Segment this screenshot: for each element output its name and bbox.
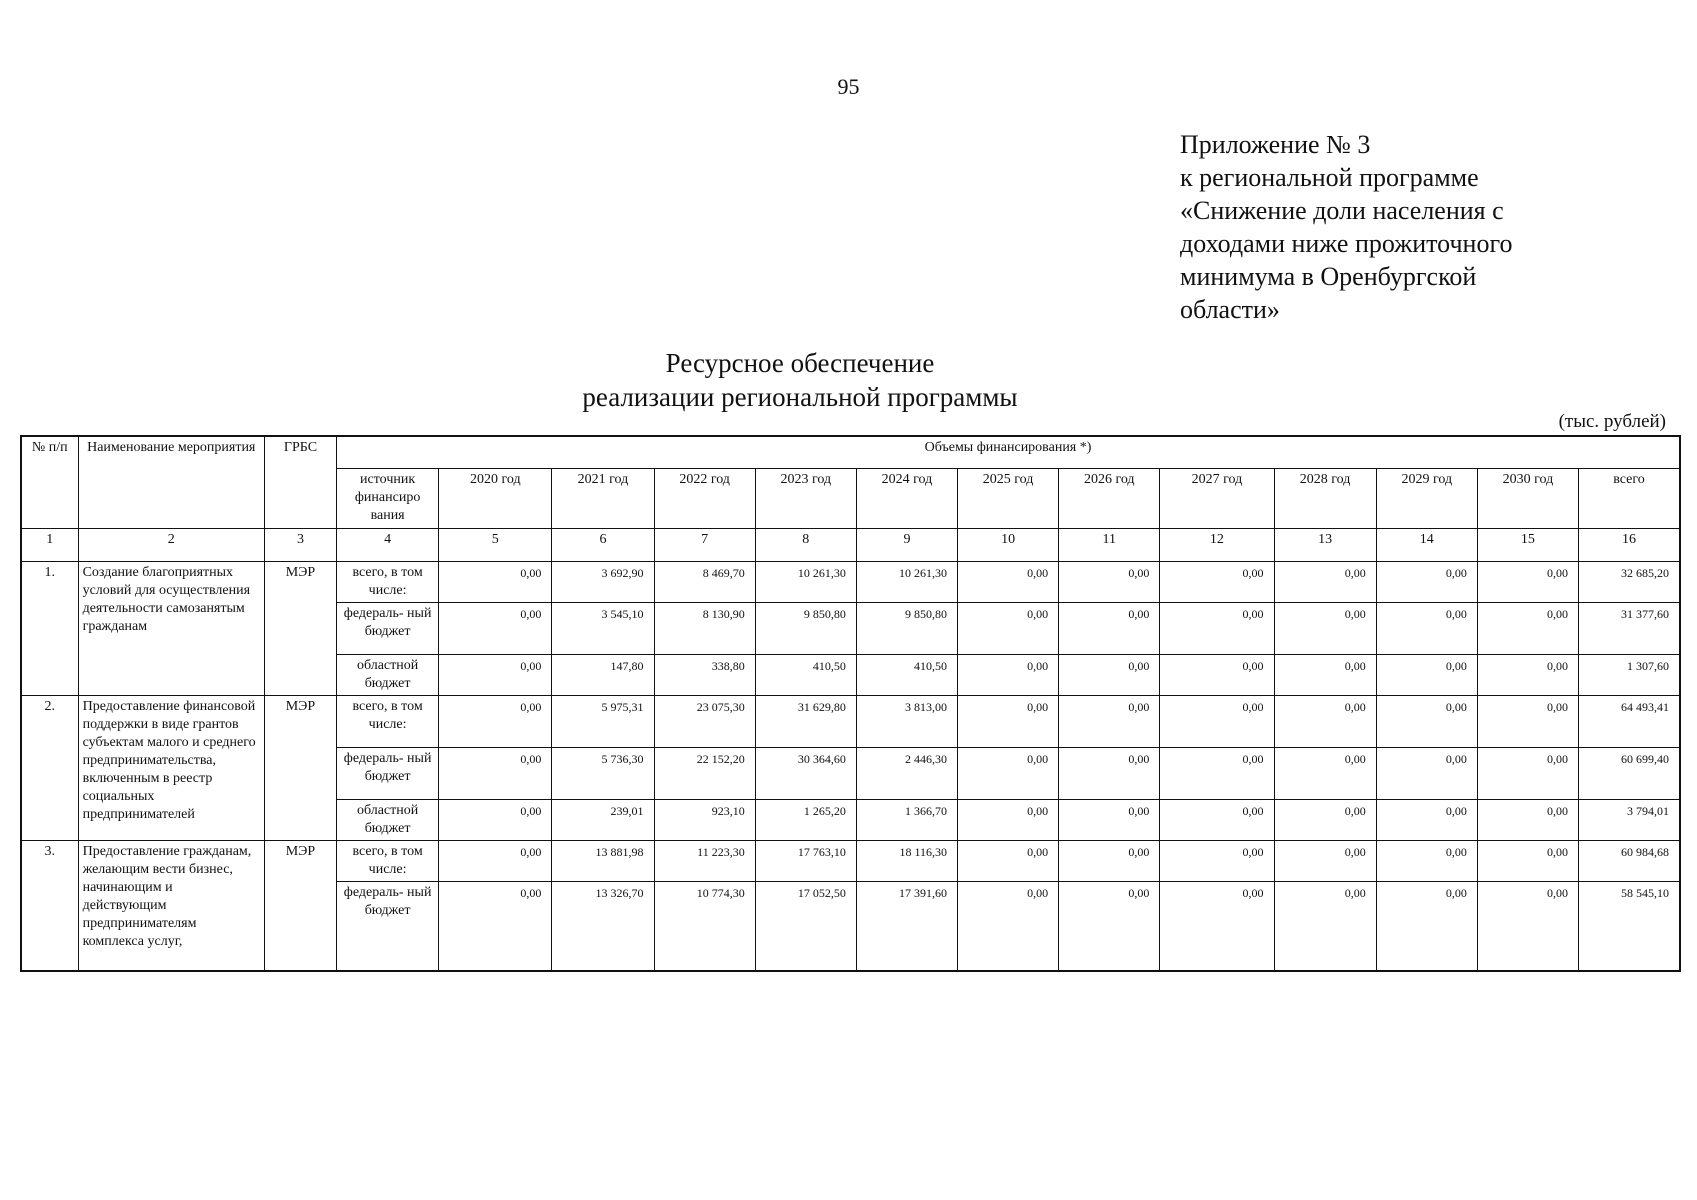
appendix-line: к региональной программе (1180, 163, 1479, 192)
table-row (21, 840, 1680, 881)
activity-name: Предоставление гражданам, желающим вести бизнес, начинающим и действующим предпринимателям комплекса услуг, (78, 840, 264, 971)
year-value: 0,00 (958, 695, 1059, 747)
year-value: 22 152,20 (654, 747, 755, 799)
year-value: 0,00 (1376, 881, 1477, 971)
year-value: 8 469,70 (654, 561, 755, 602)
year-value: 0,00 (1376, 654, 1477, 695)
activity-name: Предоставление финансовой поддержки в виде грантов субъектам малого и среднего предпринимательства, включенным в реестр социальных предпринимателей (78, 695, 264, 840)
year-value: 0,00 (1059, 747, 1160, 799)
year-value: 0,00 (439, 840, 552, 881)
year-value: 10 261,30 (755, 561, 856, 602)
header-year: 2022 год (654, 468, 755, 528)
appendix-line: Приложение № 3 (1180, 130, 1371, 159)
title-line: Ресурсное обеспечение (665, 348, 935, 378)
index-cell: 11 (1059, 528, 1160, 561)
index-cell: 3 (264, 528, 336, 561)
year-value: 2 446,30 (856, 747, 957, 799)
year-value: 0,00 (958, 654, 1059, 695)
header-year: всего (1579, 468, 1681, 528)
funding-source: всего, в том числе: (337, 561, 439, 602)
year-value: 410,50 (856, 654, 957, 695)
year-value: 0,00 (1477, 695, 1578, 747)
year-value: 0,00 (1160, 654, 1274, 695)
total-value: 58 545,10 (1579, 881, 1681, 971)
total-value: 31 377,60 (1579, 602, 1681, 654)
year-value: 0,00 (1477, 881, 1578, 971)
appendix-line: минимума в Оренбургской (1180, 262, 1477, 291)
year-value: 0,00 (1376, 840, 1477, 881)
year-value: 0,00 (1274, 561, 1376, 602)
funding-source: областной бюджет (337, 654, 439, 695)
year-value: 13 326,70 (552, 881, 654, 971)
index-cell: 13 (1274, 528, 1376, 561)
header-year: 2026 год (1059, 468, 1160, 528)
year-value: 0,00 (1274, 881, 1376, 971)
year-value: 0,00 (439, 881, 552, 971)
year-value: 0,00 (1059, 840, 1160, 881)
index-cell: 12 (1160, 528, 1274, 561)
year-value: 0,00 (1059, 695, 1160, 747)
total-value: 3 794,01 (1579, 799, 1681, 840)
appendix-note (1180, 128, 1640, 326)
year-value: 0,00 (1059, 799, 1160, 840)
year-value: 0,00 (1274, 602, 1376, 654)
year-value: 0,00 (1160, 602, 1274, 654)
year-value: 0,00 (1160, 695, 1274, 747)
year-value: 147,80 (552, 654, 654, 695)
year-value: 3 813,00 (856, 695, 957, 747)
table-row (21, 695, 1680, 747)
appendix-line: «Снижение доли населения с (1180, 196, 1504, 225)
header-source: источник финансиро вания (337, 468, 439, 528)
year-value: 0,00 (1477, 602, 1578, 654)
header-year: 2030 год (1477, 468, 1578, 528)
year-value: 1 265,20 (755, 799, 856, 840)
index-cell: 9 (856, 528, 957, 561)
header-num: № п/п (21, 436, 78, 528)
index-cell: 4 (337, 528, 439, 561)
year-value: 0,00 (958, 747, 1059, 799)
header-year: 2027 год (1160, 468, 1274, 528)
year-value: 30 364,60 (755, 747, 856, 799)
header-year: 2023 год (755, 468, 856, 528)
year-value: 0,00 (1376, 695, 1477, 747)
year-value: 0,00 (1160, 747, 1274, 799)
funding-source: федераль- ный бюджет (337, 881, 439, 971)
year-value: 3 692,90 (552, 561, 654, 602)
year-value: 0,00 (958, 602, 1059, 654)
year-value: 0,00 (439, 602, 552, 654)
funding-source: всего, в том числе: (337, 840, 439, 881)
year-value: 23 075,30 (654, 695, 755, 747)
activity-grbs: МЭР (264, 561, 336, 695)
index-cell: 10 (958, 528, 1059, 561)
activity-number: 2. (21, 695, 78, 840)
year-value: 18 116,30 (856, 840, 957, 881)
year-value: 0,00 (1160, 561, 1274, 602)
year-value: 0,00 (1160, 881, 1274, 971)
index-cell: 14 (1376, 528, 1477, 561)
header-year: 2025 год (958, 468, 1059, 528)
activity-number: 3. (21, 840, 78, 971)
index-cell: 1 (21, 528, 78, 561)
year-value: 0,00 (1477, 799, 1578, 840)
header-year: 2021 год (552, 468, 654, 528)
year-value: 5 975,31 (552, 695, 654, 747)
index-row (21, 528, 1680, 561)
year-value: 0,00 (1160, 799, 1274, 840)
year-value: 17 763,10 (755, 840, 856, 881)
header-year: 2028 год (1274, 468, 1376, 528)
appendix-line: области» (1180, 295, 1280, 324)
year-value: 8 130,90 (654, 602, 755, 654)
header-grbs: ГРБС (264, 436, 336, 528)
year-value: 0,00 (439, 561, 552, 602)
funding-source: всего, в том числе: (337, 695, 439, 747)
year-value: 0,00 (1477, 747, 1578, 799)
year-value: 239,01 (552, 799, 654, 840)
year-value: 0,00 (1274, 840, 1376, 881)
year-value: 9 850,80 (755, 602, 856, 654)
index-cell: 5 (439, 528, 552, 561)
year-value: 5 736,30 (552, 747, 654, 799)
year-value: 0,00 (1059, 654, 1160, 695)
total-value: 60 699,40 (1579, 747, 1681, 799)
year-value: 0,00 (958, 840, 1059, 881)
year-value: 0,00 (439, 695, 552, 747)
header-volumes: Объемы финансирования *) (337, 436, 1680, 468)
header-name: Наименование мероприятия (78, 436, 264, 528)
index-cell: 6 (552, 528, 654, 561)
year-value: 0,00 (439, 654, 552, 695)
header-year: 2024 год (856, 468, 957, 528)
index-cell: 7 (654, 528, 755, 561)
year-value: 17 391,60 (856, 881, 957, 971)
funding-source: областной бюджет (337, 799, 439, 840)
title-line: реализации региональной программы (582, 382, 1018, 412)
year-value: 0,00 (1059, 561, 1160, 602)
page-number: 95 (837, 74, 860, 99)
year-value: 923,10 (654, 799, 755, 840)
year-value: 0,00 (1274, 654, 1376, 695)
financing-table (20, 435, 1681, 972)
year-value: 0,00 (1059, 602, 1160, 654)
year-value: 10 261,30 (856, 561, 957, 602)
index-cell: 15 (1477, 528, 1578, 561)
activity-grbs: МЭР (264, 695, 336, 840)
appendix-line: доходами ниже прожиточного (1180, 229, 1513, 258)
table-row (21, 561, 1680, 602)
year-value: 0,00 (1477, 654, 1578, 695)
funding-source: федераль- ный бюджет (337, 747, 439, 799)
year-value: 1 366,70 (856, 799, 957, 840)
year-value: 0,00 (1376, 747, 1477, 799)
activity-grbs: МЭР (264, 840, 336, 971)
document-title (500, 346, 1100, 414)
year-value: 13 881,98 (552, 840, 654, 881)
total-value: 64 493,41 (1579, 695, 1681, 747)
year-value: 10 774,30 (654, 881, 755, 971)
year-value: 0,00 (1274, 747, 1376, 799)
year-value: 0,00 (1274, 695, 1376, 747)
total-value: 1 307,60 (1579, 654, 1681, 695)
year-value: 0,00 (1274, 799, 1376, 840)
year-value: 338,80 (654, 654, 755, 695)
year-value: 0,00 (1376, 602, 1477, 654)
activity-number: 1. (21, 561, 78, 695)
units-note: (тыс. рублей) (1558, 411, 1666, 432)
year-value: 9 850,80 (856, 602, 957, 654)
year-value: 3 545,10 (552, 602, 654, 654)
year-value: 0,00 (1477, 561, 1578, 602)
index-cell: 8 (755, 528, 856, 561)
year-value: 11 223,30 (654, 840, 755, 881)
year-value: 0,00 (1059, 881, 1160, 971)
funding-source: федераль- ный бюджет (337, 602, 439, 654)
year-value: 0,00 (958, 799, 1059, 840)
activity-name: Создание благоприятных условий для осуществления деятельности самозанятым гражданам (78, 561, 264, 695)
year-value: 410,50 (755, 654, 856, 695)
table-body (21, 528, 1680, 971)
year-value: 0,00 (1160, 840, 1274, 881)
total-value: 60 984,68 (1579, 840, 1681, 881)
year-value: 31 629,80 (755, 695, 856, 747)
year-value: 0,00 (439, 799, 552, 840)
year-value: 0,00 (1376, 799, 1477, 840)
year-value: 0,00 (439, 747, 552, 799)
year-value: 0,00 (1477, 840, 1578, 881)
year-value: 0,00 (958, 561, 1059, 602)
total-value: 32 685,20 (1579, 561, 1681, 602)
header-year: 2029 год (1376, 468, 1477, 528)
header-year: 2020 год (439, 468, 552, 528)
index-cell: 16 (1579, 528, 1681, 561)
year-value: 0,00 (1376, 561, 1477, 602)
year-value: 0,00 (958, 881, 1059, 971)
index-cell: 2 (78, 528, 264, 561)
year-value: 17 052,50 (755, 881, 856, 971)
